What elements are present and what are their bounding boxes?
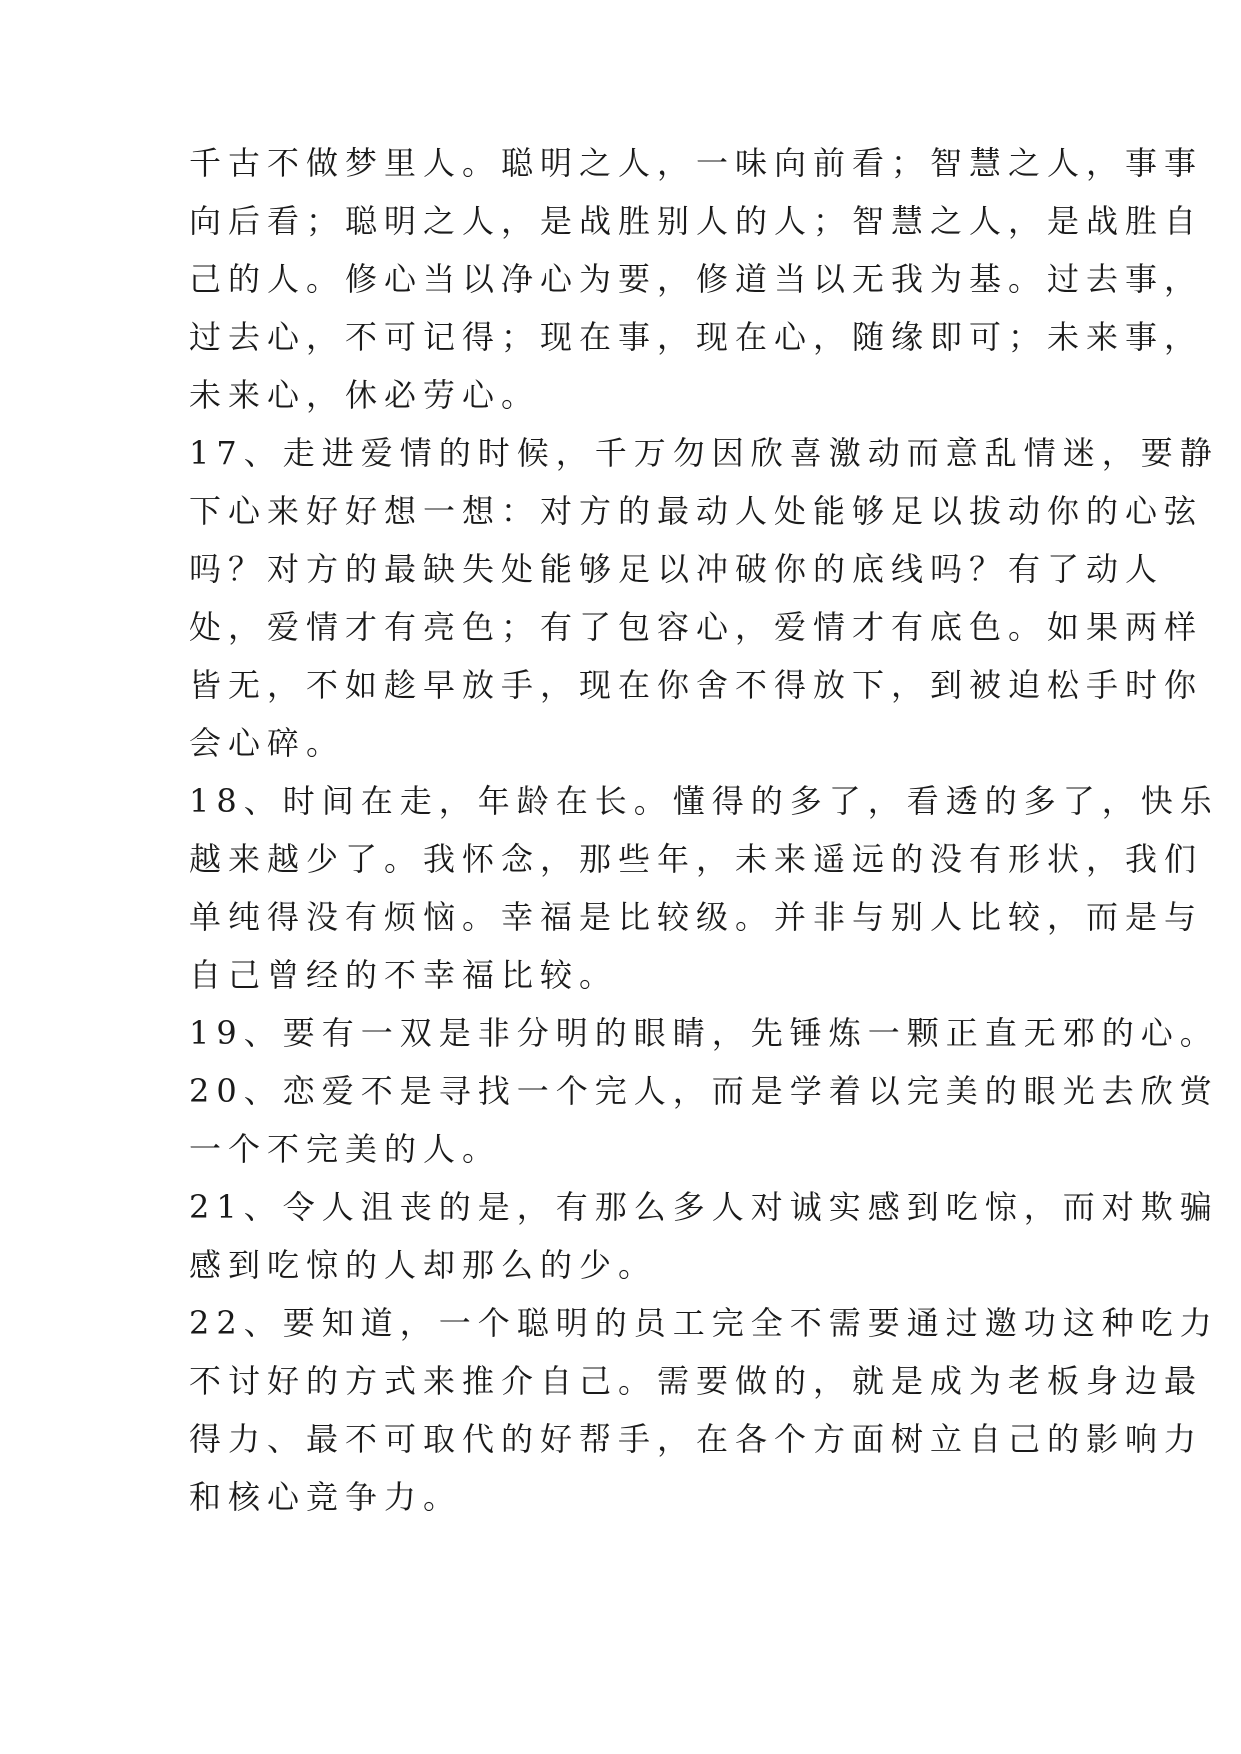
text-line: 17、走进爱情的时候，千万勿因欣喜激动而意乱情迷，要静 bbox=[189, 434, 1219, 472]
text-line: 感到吃惊的人却那么的少。 bbox=[189, 1246, 658, 1284]
text-line: 千古不做梦里人。聪明之人，一味向前看；智慧之人，事事 bbox=[189, 144, 1204, 182]
text-line: 20、恋爱不是寻找一个完人，而是学着以完美的眼光去欣赏 bbox=[189, 1072, 1219, 1110]
text-line: 一个不完美的人。 bbox=[189, 1130, 502, 1168]
text-line: 会心碎。 bbox=[189, 724, 346, 762]
text-line: 18、时间在走，年龄在长。懂得的多了，看透的多了，快乐 bbox=[189, 782, 1219, 820]
text-line: 处，爱情才有亮色；有了包容心，爱情才有底色。如果两样 bbox=[189, 608, 1204, 646]
text-line: 未来心，休必劳心。 bbox=[189, 376, 541, 414]
text-line: 吗？对方的最缺失处能够足以冲破你的底线吗？有了动人 bbox=[189, 550, 1165, 588]
text-line: 19、要有一双是非分明的眼睛，先锤炼一颗正直无邪的心。 bbox=[189, 1014, 1219, 1052]
text-line: 皆无，不如趁早放手，现在你舍不得放下，到被迫松手时你 bbox=[189, 666, 1204, 704]
text-line: 过去心，不可记得；现在事，现在心，随缘即可；未来事， bbox=[189, 318, 1204, 356]
text-line: 向后看；聪明之人，是战胜别人的人；智慧之人，是战胜自 bbox=[189, 202, 1204, 240]
text-line: 和核心竞争力。 bbox=[189, 1478, 463, 1516]
text-line: 得力、最不可取代的好帮手，在各个方面树立自己的影响力 bbox=[189, 1420, 1204, 1458]
text-line: 己的人。修心当以净心为要，修道当以无我为基。过去事， bbox=[189, 260, 1204, 298]
text-line: 单纯得没有烦恼。幸福是比较级。并非与别人比较，而是与 bbox=[189, 898, 1204, 936]
text-line: 自己曾经的不幸福比较。 bbox=[189, 956, 619, 994]
text-line: 22、要知道，一个聪明的员工完全不需要通过邀功这种吃力 bbox=[189, 1304, 1219, 1342]
text-line: 越来越少了。我怀念，那些年，未来遥远的没有形状，我们 bbox=[189, 840, 1204, 878]
text-line: 21、令人沮丧的是，有那么多人对诚实感到吃惊，而对欺骗 bbox=[189, 1188, 1219, 1226]
text-line: 不讨好的方式来推介自己。需要做的，就是成为老板身边最 bbox=[189, 1362, 1204, 1400]
text-line: 下心来好好想一想：对方的最动人处能够足以拔动你的心弦 bbox=[189, 492, 1204, 530]
